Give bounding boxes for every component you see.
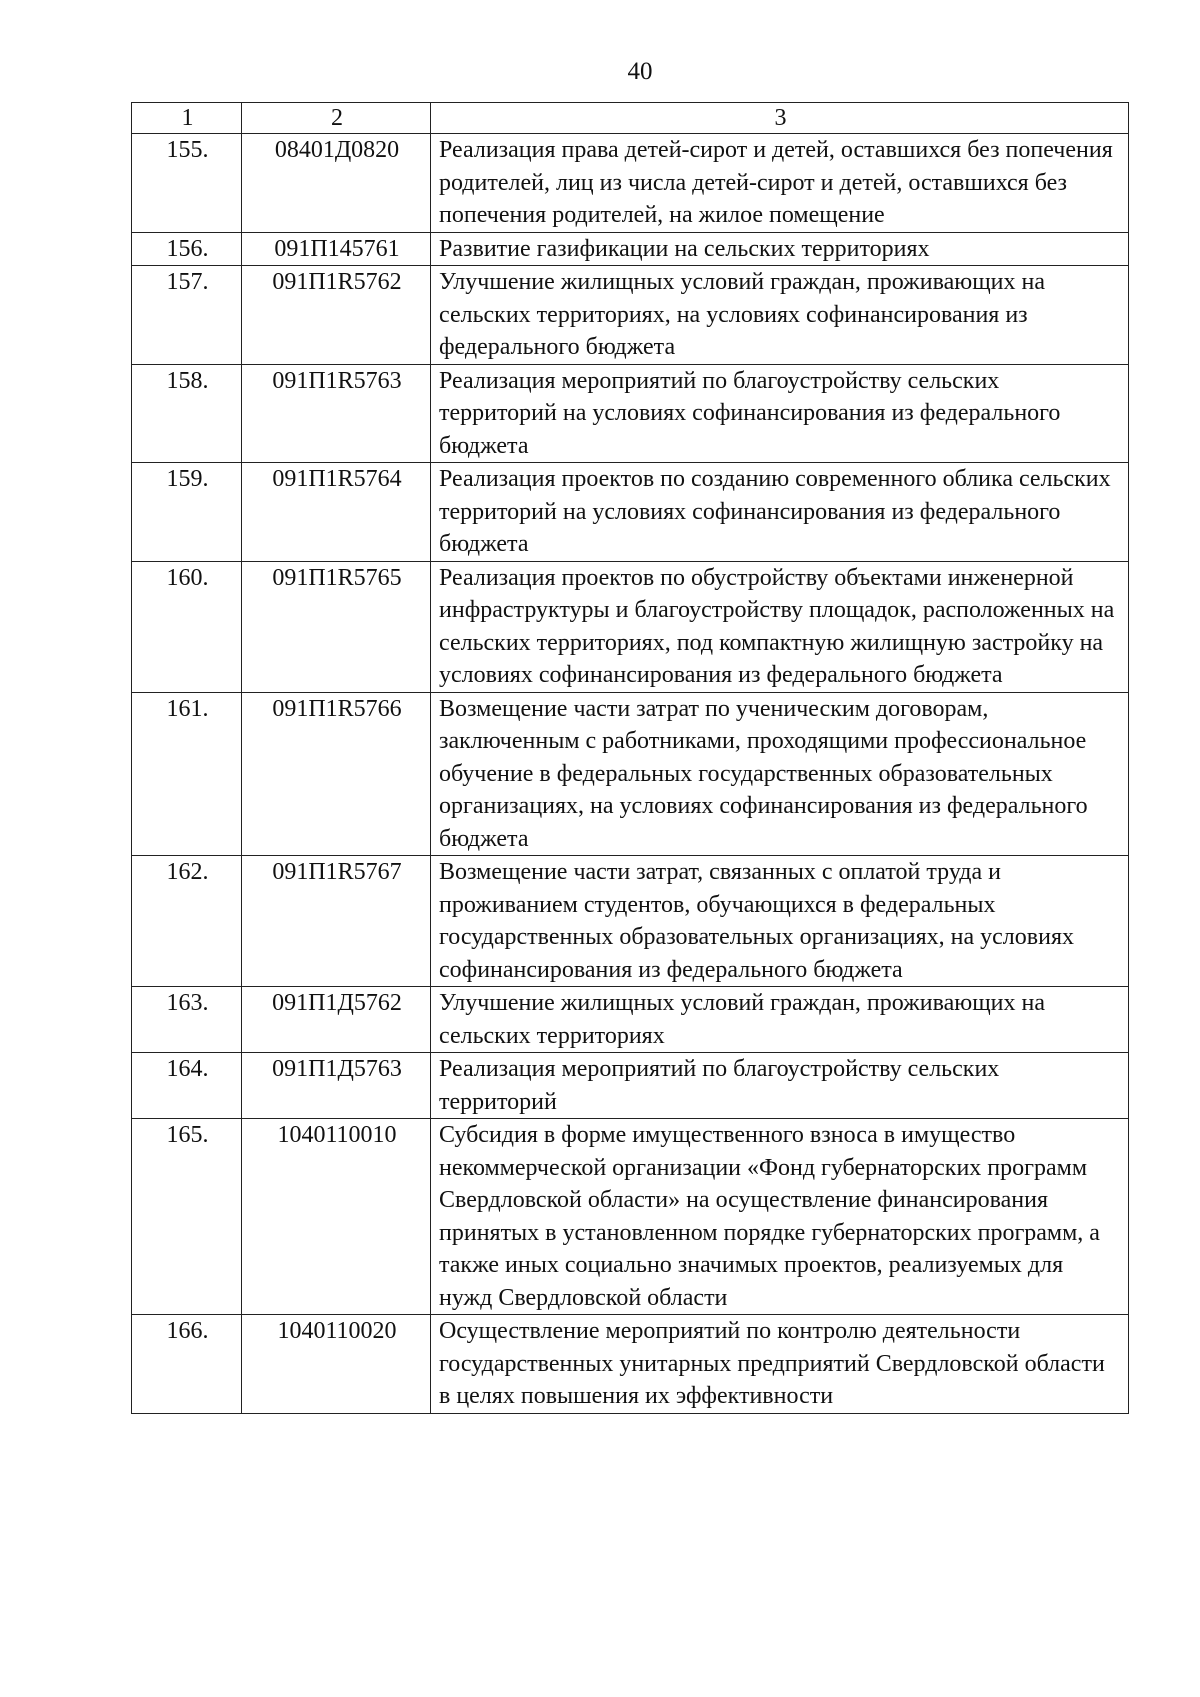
row-number: 155. bbox=[132, 134, 242, 233]
row-number: 161. bbox=[132, 692, 242, 856]
row-code: 08401Д0820 bbox=[242, 134, 431, 233]
row-number: 158. bbox=[132, 364, 242, 463]
row-number: 160. bbox=[132, 561, 242, 692]
row-number: 162. bbox=[132, 856, 242, 987]
table-row bbox=[132, 364, 1129, 463]
row-description: Реализация мероприятий по благоустройству сельских территорий bbox=[431, 1053, 1129, 1119]
row-code: 091П1Д5762 bbox=[242, 987, 431, 1053]
row-code: 1040110010 bbox=[242, 1119, 431, 1315]
row-code: 091П1Д5763 bbox=[242, 1053, 431, 1119]
row-description: Возмещение части затрат по ученическим договорам, заключенным с работниками, проходящими профессиональное обучение в федеральных государственных образовательных организациях, на условиях софинансирования из федерального бюджета bbox=[431, 692, 1129, 856]
row-code: 091П145761 bbox=[242, 232, 431, 266]
page-number: 40 bbox=[627, 58, 653, 85]
row-description: Субсидия в форме имущественного взноса в имущество некоммерческой организации «Фонд губернаторских программ Свердловской области» на осуществление финансирования принятых в установленном порядке губернаторских программ, а также иных социально значимых проектов, реализуемых для нужд Свердловской области bbox=[431, 1119, 1129, 1315]
table-row bbox=[132, 1315, 1129, 1414]
row-code: 091П1R5765 bbox=[242, 561, 431, 692]
budget-code-table bbox=[131, 102, 1129, 1414]
row-number: 165. bbox=[132, 1119, 242, 1315]
table-row bbox=[132, 987, 1129, 1053]
column-header-number: 1 bbox=[132, 103, 242, 134]
row-number: 166. bbox=[132, 1315, 242, 1414]
row-number: 164. bbox=[132, 1053, 242, 1119]
row-code: 1040110020 bbox=[242, 1315, 431, 1414]
row-number: 156. bbox=[132, 232, 242, 266]
row-code: 091П1R5767 bbox=[242, 856, 431, 987]
row-description: Реализация проектов по обустройству объектами инженерной инфраструктуры и благоустройству площадок, расположенных на сельских территориях, под компактную жилищную застройку на условиях софинансирования из федерального бюджета bbox=[431, 561, 1129, 692]
row-description: Возмещение части затрат, связанных с оплатой труда и проживанием студентов, обучающихся в федеральных государственных образовательных организациях, на условиях софинансирования из федерального бюджета bbox=[431, 856, 1129, 987]
row-number: 159. bbox=[132, 463, 242, 562]
row-number: 157. bbox=[132, 266, 242, 365]
row-code: 091П1R5764 bbox=[242, 463, 431, 562]
table-row bbox=[132, 1119, 1129, 1315]
table-row bbox=[132, 266, 1129, 365]
row-description: Реализация права детей-сирот и детей, оставшихся без попечения родителей, лиц из числа детей-сирот и детей, оставшихся без попечения родителей, на жилое помещение bbox=[431, 134, 1129, 233]
table-row bbox=[132, 463, 1129, 562]
column-header-code: 2 bbox=[242, 103, 431, 134]
row-code: 091П1R5766 bbox=[242, 692, 431, 856]
table-header-row bbox=[132, 103, 1129, 134]
row-description: Реализация мероприятий по благоустройству сельских территорий на условиях софинансирования из федерального бюджета bbox=[431, 364, 1129, 463]
table-row bbox=[132, 232, 1129, 266]
row-description: Развитие газификации на сельских территориях bbox=[431, 232, 1129, 266]
row-description: Реализация проектов по созданию современного облика сельских территорий на условиях софинансирования из федерального бюджета bbox=[431, 463, 1129, 562]
row-description: Улучшение жилищных условий граждан, проживающих на сельских территориях, на условиях софинансирования из федерального бюджета bbox=[431, 266, 1129, 365]
table-row bbox=[132, 561, 1129, 692]
row-code: 091П1R5762 bbox=[242, 266, 431, 365]
table-row bbox=[132, 1053, 1129, 1119]
row-description: Осуществление мероприятий по контролю деятельности государственных унитарных предприятий Свердловской области в целях повышения их эффективности bbox=[431, 1315, 1129, 1414]
table-row bbox=[132, 134, 1129, 233]
row-number: 163. bbox=[132, 987, 242, 1053]
column-header-description: 3 bbox=[431, 103, 1129, 134]
table-row bbox=[132, 692, 1129, 856]
table-row bbox=[132, 856, 1129, 987]
row-description: Улучшение жилищных условий граждан, проживающих на сельских территориях bbox=[431, 987, 1129, 1053]
row-code: 091П1R5763 bbox=[242, 364, 431, 463]
